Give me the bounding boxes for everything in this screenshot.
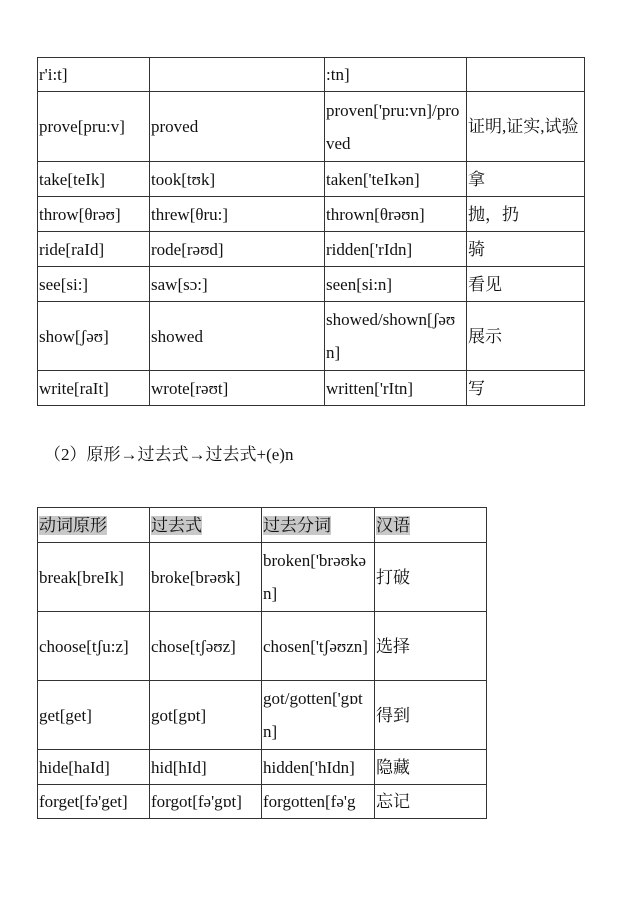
base-form-cell: break[breIk] — [38, 543, 150, 612]
chinese-meaning-cell: 展示 — [467, 302, 585, 371]
table-row — [38, 785, 487, 819]
table-row — [38, 543, 487, 612]
past-participle-cell: chosen['tʃəʊzn] — [262, 612, 375, 681]
base-form-cell: ride[raId] — [38, 232, 150, 267]
past-participle-cell: :tn] — [325, 58, 467, 92]
base-form-cell: write[raIt] — [38, 371, 150, 406]
past-tense-cell: chose[tʃəʊz] — [150, 612, 262, 681]
chinese-meaning-cell: 抛，扔 — [467, 197, 585, 232]
base-form-cell: r'i:t] — [38, 58, 150, 92]
table-row — [38, 612, 487, 681]
header-past-participle: 过去分词 — [262, 508, 375, 543]
past-tense-cell: forgot[fə'gɒt] — [150, 785, 262, 819]
past-tense-cell — [150, 58, 325, 92]
base-form-cell: forget[fə'get] — [38, 785, 150, 819]
past-tense-cell: saw[sɔ:] — [150, 267, 325, 302]
past-participle-cell: showed/shown[ʃəʊn] — [325, 302, 467, 371]
past-tense-cell: hid[hId] — [150, 750, 262, 785]
header-past-tense: 过去式 — [150, 508, 262, 543]
chinese-meaning-cell: 忘记 — [375, 785, 487, 819]
past-participle-cell: broken['brəʊkən] — [262, 543, 375, 612]
chinese-meaning-cell: 得到 — [375, 681, 487, 750]
base-form-cell: choose[tʃu:z] — [38, 612, 150, 681]
base-form-cell: get[get] — [38, 681, 150, 750]
table-row — [38, 302, 585, 371]
table-header-row — [38, 508, 487, 543]
past-participle-cell: written['rItn] — [325, 371, 467, 406]
chinese-meaning-cell: 打破 — [375, 543, 487, 612]
chinese-meaning-cell: 选择 — [375, 612, 487, 681]
header-base-form: 动词原形 — [38, 508, 150, 543]
table-row — [38, 162, 585, 197]
base-form-cell: take[teIk] — [38, 162, 150, 197]
past-tense-cell: took[tʊk] — [150, 162, 325, 197]
base-form-cell: throw[θrəʊ] — [38, 197, 150, 232]
table-row — [38, 267, 585, 302]
section-subtitle: （2）原形→过去式→过去式+(e)n — [44, 445, 294, 464]
table-row — [38, 371, 585, 406]
past-tense-cell: showed — [150, 302, 325, 371]
header-chinese-meaning: 汉语 — [375, 508, 487, 543]
table-row — [38, 197, 585, 232]
chinese-meaning-cell: 看见 — [467, 267, 585, 302]
chinese-meaning-cell: 骑 — [467, 232, 585, 267]
past-tense-cell: broke[brəʊk] — [150, 543, 262, 612]
past-tense-cell: threw[θru:] — [150, 197, 325, 232]
past-tense-cell: rode[rəʊd] — [150, 232, 325, 267]
table-row — [38, 681, 487, 750]
past-participle-cell: got/gotten['gɒtn] — [262, 681, 375, 750]
chinese-meaning-cell: 证明,证实,试验 — [467, 92, 585, 162]
past-participle-cell: thrown[θrəʊn] — [325, 197, 467, 232]
past-tense-cell: wrote[rəʊt] — [150, 371, 325, 406]
past-participle-cell: seen[si:n] — [325, 267, 467, 302]
chinese-meaning-cell: 写 — [467, 371, 585, 406]
past-participle-cell: taken['teIkən] — [325, 162, 467, 197]
table-row — [38, 750, 487, 785]
past-tense-cell: proved — [150, 92, 325, 162]
base-form-cell: prove[pru:v] — [38, 92, 150, 162]
table-row — [38, 92, 585, 162]
table-row — [38, 58, 585, 92]
verb-table-2 — [37, 507, 487, 819]
chinese-meaning-cell — [467, 58, 585, 92]
chinese-meaning-cell: 隐藏 — [375, 750, 487, 785]
chinese-meaning-cell: 拿 — [467, 162, 585, 197]
verb-table-1 — [37, 57, 585, 406]
past-participle-cell: hidden['hIdn] — [262, 750, 375, 785]
past-participle-cell: proven['pru:vn]/proved — [325, 92, 467, 162]
table-row — [38, 232, 585, 267]
past-participle-cell: forgotten[fə'g — [262, 785, 375, 819]
past-tense-cell: got[gɒt] — [150, 681, 262, 750]
base-form-cell: hide[haId] — [38, 750, 150, 785]
base-form-cell: see[si:] — [38, 267, 150, 302]
past-participle-cell: ridden['rIdn] — [325, 232, 467, 267]
base-form-cell: show[ʃəʊ] — [38, 302, 150, 371]
